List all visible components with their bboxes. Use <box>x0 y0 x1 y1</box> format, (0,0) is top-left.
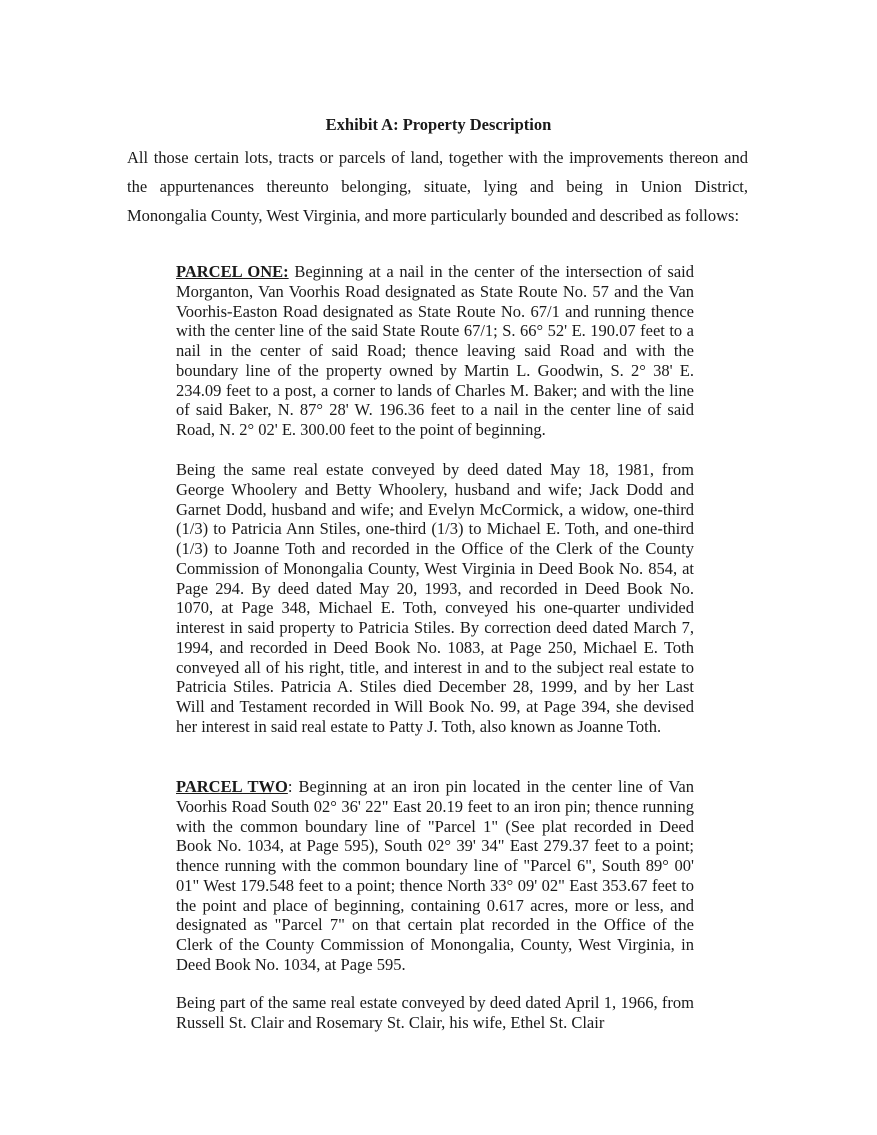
document-title: Exhibit A: Property Description <box>325 115 552 134</box>
parcel-two-label: PARCEL TWO <box>176 777 288 796</box>
intro-paragraph: All those certain lots, tracts or parcels of land, together with the improvements thereon and the appurtenances thereunto belonging, situate, lying and being in Union District, Monongalia County, West Virginia, and more particularly bounded and described as follows: <box>127 148 748 226</box>
parcel-two-paragraph <box>176 777 694 975</box>
parcel-two-description: : Beginning at an iron pin located in the center line of Van Voorhis Road South 02° 36' 22" East 20.19 feet to an iron pin; thence running with the common boundary line of "Parcel 1" (See plat recorded in Deed Book No. 1034, at Page 595), South 02° 39' 34" East 279.37 feet to a point; thence running with the common boundary line of "Parcel 6", South 89° 00' 01" West 179.548 feet to a point; thence North 33° 09' 02" East 353.67 feet to the point and place of beginning, containing 0.617 acres, more or less, and designated as "Parcel 7" on that certain plat recorded in the Office of the Clerk of the County Commission of Monongalia, County, West Virginia, in Deed Book No. 1034, at Page 595. <box>176 777 694 974</box>
parcel-one-label: PARCEL ONE: <box>176 262 289 281</box>
parcel-one-description: Beginning at a nail in the center of the intersection of said Morganton, Van Voorhis Road designated as State Route No. 57 and the Van Voorhis-Easton Road designated as State Route No. 67/1 and running thence with the center line of the said State Route 67/1; S. 66° 52' E. 190.07 feet to a nail in the center of said Road; thence leaving said Road and with the boundary line of the property owned by Martin L. Goodwin, S. 2° 38' E. 234.09 feet to a post, a corner to lands of Charles M. Baker; and with the line of said Baker, N. 87° 28' W. 196.36 feet to a nail in the center line of said Road, N. 2° 02' E. 300.00 feet to the point of beginning. <box>176 262 695 439</box>
parcel-two-source-paragraph: Being part of the same real estate conveyed by deed dated April 1, 1966, from Russell St. Clair and Rosemary St. Clair, his wife, Ethel St. Clair <box>176 993 694 1032</box>
parcel-one-paragraph <box>176 262 694 440</box>
parcel-one-source-paragraph: Being the same real estate conveyed by deed dated May 18, 1981, from George Whoolery and Betty Whoolery, husband and wife; Jack Dodd and Garnet Dodd, husband and wife; and Evelyn McCormick, a widow, one-third (1/3) to Patricia Ann Stiles, one-third (1/3) to Michael E. Toth, and one-third (1/3) to Joanne Toth and recorded in the Office of the Clerk of the County Commission of Monongalia County, West Virginia in Deed Book No. 854, at Page 294. By deed dated May 20, 1993, and recorded in Deed Book No. 1070, at Page 348, Michael E. Toth, conveyed his one-quarter undivided interest in said property to Patricia Stiles. By correction deed dated March 7, 1994, and recorded in Deed Book No. 1083, at Page 250, Michael E. Toth conveyed all of his right, title, and interest in and to the subject real estate to Patricia Stiles. Patricia A. Stiles died December 28, 1999, and by her Last Will and Testament recorded in Will Book No. 99, at Page 394, she devised her interest in said real estate to Patty J. Toth, also known as Joanne Toth. <box>176 460 694 736</box>
